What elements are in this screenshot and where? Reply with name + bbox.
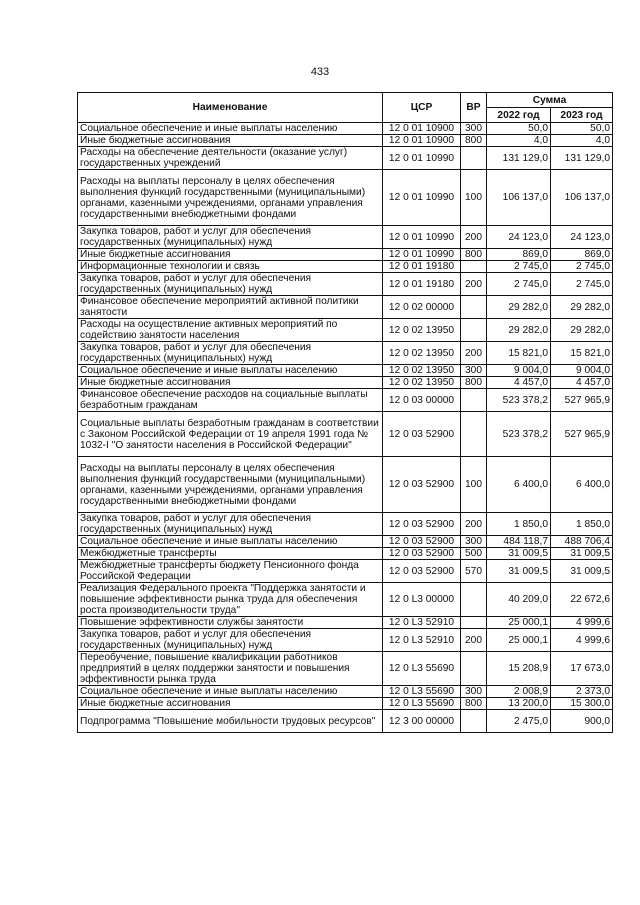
header-year-2023: 2023 год — [551, 108, 613, 123]
row-sum-2023-cell: 31 009,5 — [551, 560, 613, 583]
row-vr-cell: 500 — [461, 548, 487, 560]
row-name-cell: Финансовое обеспечение расходов на социальные выплаты безработным гражданам — [78, 389, 383, 412]
row-name-cell: Повышение эффективности службы занятости — [78, 617, 383, 629]
row-name-cell: Закупка товаров, работ и услуг для обеспечения государственных (муниципальных) нужд — [78, 273, 383, 296]
row-sum-2023-cell: 2 373,0 — [551, 686, 613, 698]
row-name-cell: Социальные выплаты безработным гражданам в соответствии с Законом Российской Федерации от 19 апреля 1991 года № 1032-I "О занятости населения в Российской Федерации" — [78, 412, 383, 457]
row-csr-cell: 12 0 L3 55690 — [383, 652, 461, 686]
row-sum-2023-cell: 9 004,0 — [551, 365, 613, 377]
table-header — [78, 93, 613, 123]
row-sum-2023-cell: 106 137,0 — [551, 170, 613, 226]
table-row — [78, 135, 613, 147]
table-body — [78, 123, 613, 733]
row-csr-cell: 12 0 01 10990 — [383, 249, 461, 261]
header-vr: ВР — [461, 93, 487, 123]
table-row — [78, 617, 613, 629]
table-row — [78, 560, 613, 583]
row-sum-2023-cell: 131 129,0 — [551, 147, 613, 170]
row-sum-2022-cell: 523 378,2 — [487, 389, 551, 412]
row-sum-2023-cell: 17 673,0 — [551, 652, 613, 686]
table-row — [78, 365, 613, 377]
row-vr-cell — [461, 319, 487, 342]
row-name-cell: Переобучение, повышение квалификации работников предприятий в целях поддержки занятости и повышения эффективности рынка труда — [78, 652, 383, 686]
row-sum-2022-cell: 40 209,0 — [487, 583, 551, 617]
row-vr-cell: 300 — [461, 536, 487, 548]
row-vr-cell: 100 — [461, 170, 487, 226]
row-sum-2023-cell: 24 123,0 — [551, 226, 613, 249]
row-name-cell: Расходы на выплаты персоналу в целях обеспечения выполнения функций государственными (муниципальными) органами, казенными учреждениями, органами управления государственными внебюджетными фондами — [78, 457, 383, 513]
row-name-cell: Реализация Федерального проекта "Поддержка занятости и повышение эффективности рынка труда для обеспечения роста производительности труда" — [78, 583, 383, 617]
row-sum-2022-cell: 2 475,0 — [487, 710, 551, 733]
table-row — [78, 583, 613, 617]
row-csr-cell: 12 0 L3 52910 — [383, 617, 461, 629]
row-vr-cell: 300 — [461, 686, 487, 698]
row-sum-2022-cell: 25 000,1 — [487, 629, 551, 652]
row-sum-2023-cell: 6 400,0 — [551, 457, 613, 513]
table-row — [78, 548, 613, 560]
table-row — [78, 147, 613, 170]
table-row — [78, 412, 613, 457]
row-sum-2022-cell: 4,0 — [487, 135, 551, 147]
table-row — [78, 319, 613, 342]
row-vr-cell: 800 — [461, 698, 487, 710]
row-csr-cell: 12 0 01 10900 — [383, 123, 461, 135]
row-name-cell: Социальное обеспечение и иные выплаты населению — [78, 686, 383, 698]
row-csr-cell: 12 0 03 52900 — [383, 412, 461, 457]
table-row — [78, 170, 613, 226]
row-sum-2023-cell: 2 745,0 — [551, 261, 613, 273]
row-sum-2022-cell: 6 400,0 — [487, 457, 551, 513]
row-name-cell: Межбюджетные трансферты бюджету Пенсионного фонда Российской Федерации — [78, 560, 383, 583]
row-csr-cell: 12 0 03 52900 — [383, 536, 461, 548]
row-sum-2022-cell: 31 009,5 — [487, 548, 551, 560]
row-name-cell: Социальное обеспечение и иные выплаты населению — [78, 536, 383, 548]
row-sum-2022-cell: 2 745,0 — [487, 273, 551, 296]
row-vr-cell: 200 — [461, 342, 487, 365]
row-sum-2023-cell: 527 965,9 — [551, 389, 613, 412]
row-sum-2022-cell: 13 200,0 — [487, 698, 551, 710]
row-csr-cell: 12 0 02 00000 — [383, 296, 461, 319]
row-csr-cell: 12 0 03 00000 — [383, 389, 461, 412]
table-row — [78, 342, 613, 365]
table-row — [78, 457, 613, 513]
row-csr-cell: 12 0 02 13950 — [383, 342, 461, 365]
table-row — [78, 629, 613, 652]
row-name-cell: Иные бюджетные ассигнования — [78, 135, 383, 147]
row-name-cell: Закупка товаров, работ и услуг для обеспечения государственных (муниципальных) нужд — [78, 226, 383, 249]
row-csr-cell: 12 0 03 52900 — [383, 548, 461, 560]
row-vr-cell: 800 — [461, 249, 487, 261]
row-sum-2023-cell: 50,0 — [551, 123, 613, 135]
row-name-cell: Закупка товаров, работ и услуг для обеспечения государственных (муниципальных) нужд — [78, 629, 383, 652]
table-row — [78, 377, 613, 389]
row-sum-2022-cell: 9 004,0 — [487, 365, 551, 377]
row-csr-cell: 12 0 L3 00000 — [383, 583, 461, 617]
table-row — [78, 261, 613, 273]
row-sum-2022-cell: 31 009,5 — [487, 560, 551, 583]
row-csr-cell: 12 0 03 52900 — [383, 560, 461, 583]
row-sum-2023-cell: 2 745,0 — [551, 273, 613, 296]
row-sum-2022-cell: 869,0 — [487, 249, 551, 261]
page-number: 433 — [310, 66, 330, 78]
row-vr-cell: 300 — [461, 123, 487, 135]
row-sum-2023-cell: 15 821,0 — [551, 342, 613, 365]
row-name-cell: Межбюджетные трансферты — [78, 548, 383, 560]
row-sum-2023-cell: 1 850,0 — [551, 513, 613, 536]
table-row — [78, 698, 613, 710]
table-row — [78, 389, 613, 412]
row-csr-cell: 12 0 03 52900 — [383, 457, 461, 513]
table-row — [78, 226, 613, 249]
row-csr-cell: 12 3 00 00000 — [383, 710, 461, 733]
row-vr-cell — [461, 617, 487, 629]
header-year-2022: 2022 год — [487, 108, 551, 123]
row-csr-cell: 12 0 02 13950 — [383, 377, 461, 389]
header-csr: ЦСР — [383, 93, 461, 123]
table-row — [78, 686, 613, 698]
row-vr-cell: 200 — [461, 629, 487, 652]
row-vr-cell: 300 — [461, 365, 487, 377]
row-name-cell: Закупка товаров, работ и услуг для обеспечения государственных (муниципальных) нужд — [78, 342, 383, 365]
row-csr-cell: 12 0 02 13950 — [383, 365, 461, 377]
row-name-cell: Расходы на обеспечение деятельности (оказание услуг) государственных учреждений — [78, 147, 383, 170]
row-vr-cell — [461, 652, 487, 686]
row-sum-2022-cell: 29 282,0 — [487, 319, 551, 342]
row-sum-2022-cell: 4 457,0 — [487, 377, 551, 389]
row-vr-cell: 200 — [461, 513, 487, 536]
row-sum-2023-cell: 29 282,0 — [551, 296, 613, 319]
row-name-cell: Иные бюджетные ассигнования — [78, 377, 383, 389]
row-sum-2023-cell: 4,0 — [551, 135, 613, 147]
row-vr-cell: 200 — [461, 226, 487, 249]
row-vr-cell: 800 — [461, 135, 487, 147]
row-sum-2022-cell: 50,0 — [487, 123, 551, 135]
row-vr-cell: 200 — [461, 273, 487, 296]
row-name-cell: Иные бюджетные ассигнования — [78, 698, 383, 710]
row-vr-cell: 800 — [461, 377, 487, 389]
table-row — [78, 273, 613, 296]
row-sum-2023-cell: 869,0 — [551, 249, 613, 261]
row-sum-2022-cell: 523 378,2 — [487, 412, 551, 457]
row-csr-cell: 12 0 01 19180 — [383, 261, 461, 273]
row-csr-cell: 12 0 01 19180 — [383, 273, 461, 296]
table-row — [78, 536, 613, 548]
table-row — [78, 123, 613, 135]
row-vr-cell — [461, 389, 487, 412]
row-csr-cell: 12 0 03 52900 — [383, 513, 461, 536]
row-sum-2023-cell: 15 300,0 — [551, 698, 613, 710]
row-vr-cell — [461, 147, 487, 170]
row-vr-cell — [461, 583, 487, 617]
row-sum-2022-cell: 484 118,7 — [487, 536, 551, 548]
row-csr-cell: 12 0 L3 55690 — [383, 686, 461, 698]
row-sum-2022-cell: 15 821,0 — [487, 342, 551, 365]
row-name-cell: Социальное обеспечение и иные выплаты населению — [78, 365, 383, 377]
row-csr-cell: 12 0 01 10990 — [383, 226, 461, 249]
row-csr-cell: 12 0 01 10900 — [383, 135, 461, 147]
table-row — [78, 513, 613, 536]
row-csr-cell: 12 0 02 13950 — [383, 319, 461, 342]
row-sum-2023-cell: 900,0 — [551, 710, 613, 733]
row-sum-2022-cell: 2 745,0 — [487, 261, 551, 273]
row-sum-2022-cell: 1 850,0 — [487, 513, 551, 536]
row-sum-2022-cell: 25 000,1 — [487, 617, 551, 629]
budget-table — [77, 92, 613, 733]
row-sum-2022-cell: 2 008,9 — [487, 686, 551, 698]
row-vr-cell: 100 — [461, 457, 487, 513]
row-name-cell: Подпрограмма "Повышение мобильности трудовых ресурсов" — [78, 710, 383, 733]
row-sum-2023-cell: 527 965,9 — [551, 412, 613, 457]
row-sum-2023-cell: 31 009,5 — [551, 548, 613, 560]
row-name-cell: Иные бюджетные ассигнования — [78, 249, 383, 261]
row-sum-2022-cell: 15 208,9 — [487, 652, 551, 686]
row-name-cell: Социальное обеспечение и иные выплаты населению — [78, 123, 383, 135]
row-name-cell: Расходы на выплаты персоналу в целях обеспечения выполнения функций государственными (муниципальными) органами, казенными учреждениями, органами управления государственными внебюджетными фондами — [78, 170, 383, 226]
row-sum-2023-cell: 4 999,6 — [551, 629, 613, 652]
row-name-cell: Закупка товаров, работ и услуг для обеспечения государственных (муниципальных) нужд — [78, 513, 383, 536]
row-csr-cell: 12 0 L3 55690 — [383, 698, 461, 710]
header-sum: Сумма — [487, 93, 613, 108]
row-name-cell: Информационные технологии и связь — [78, 261, 383, 273]
row-sum-2023-cell: 22 672,6 — [551, 583, 613, 617]
row-csr-cell: 12 0 01 10990 — [383, 170, 461, 226]
table-row — [78, 249, 613, 261]
table-row — [78, 296, 613, 319]
row-csr-cell: 12 0 01 10990 — [383, 147, 461, 170]
row-csr-cell: 12 0 L3 52910 — [383, 629, 461, 652]
row-sum-2022-cell: 24 123,0 — [487, 226, 551, 249]
row-name-cell: Финансовое обеспечение мероприятий активной политики занятости — [78, 296, 383, 319]
row-vr-cell — [461, 412, 487, 457]
row-sum-2022-cell: 29 282,0 — [487, 296, 551, 319]
row-vr-cell: 570 — [461, 560, 487, 583]
row-vr-cell — [461, 710, 487, 733]
row-vr-cell — [461, 261, 487, 273]
row-sum-2023-cell: 4 999,6 — [551, 617, 613, 629]
table-row — [78, 652, 613, 686]
row-sum-2022-cell: 131 129,0 — [487, 147, 551, 170]
table-row — [78, 710, 613, 733]
row-name-cell: Расходы на осуществление активных мероприятий по содействию занятости населения — [78, 319, 383, 342]
row-sum-2022-cell: 106 137,0 — [487, 170, 551, 226]
row-sum-2023-cell: 488 706,4 — [551, 536, 613, 548]
row-sum-2023-cell: 29 282,0 — [551, 319, 613, 342]
row-sum-2023-cell: 4 457,0 — [551, 377, 613, 389]
header-name: Наименование — [78, 93, 383, 123]
row-vr-cell — [461, 296, 487, 319]
